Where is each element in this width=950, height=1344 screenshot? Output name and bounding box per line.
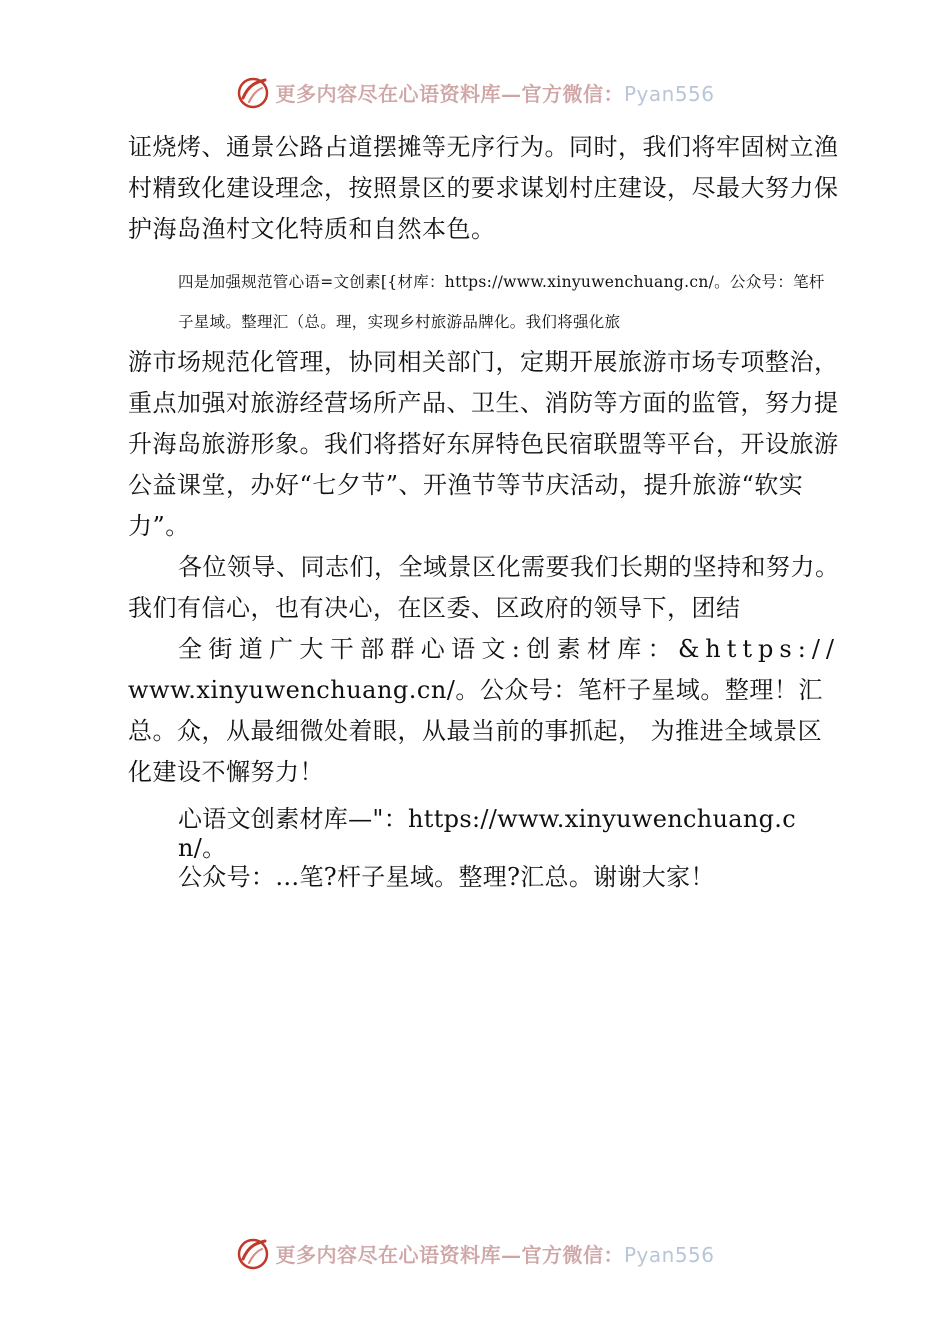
header-watermark-banner (0, 70, 950, 114)
banner-wechat-id: Pyan556 (623, 1242, 715, 1267)
paragraph-3: 游市场规范化管理，协同相关部门，定期开展旅游市场专项整治，重点加强对旅游经营场所产品、卫生、消防等方面的监管，努力提升海岛旅游形象。我们将搭好东屏特色民宿联盟等平台，开设旅游公益课堂，办好“七夕节”、开渔节等节庆活动，提升旅游“软实力”。 (128, 348, 839, 540)
brand-logo-icon (235, 1235, 271, 1271)
paragraph-5: 心语文创素材库—"：https://www.xinyuwenchuang.cn/。 (178, 805, 796, 862)
paragraph-2-small: 四是加强规范管心语=文创素[{材库：https://www.xinyuwenchuang.cn/。公众号：笔杆子星域。整理汇（总。理，实现乡村旅游品牌化。我们将强化旅 (178, 273, 825, 331)
paragraph-4-part-a: 各位领导、同志们，全域景区化需要我们长期的坚持和努力。我们有信心，也有决心，在区委、区政府的领导下，团结 (128, 553, 840, 622)
paragraph-6: 公众号：…笔?杆子星域。整理?汇总。谢谢大家！ (178, 863, 715, 891)
footer-watermark-banner (0, 1231, 950, 1275)
banner-text: 更多内容尽在心语资料库—官方微信：Pyan556 (275, 81, 715, 106)
paragraph-1: 证烧烤、通景公路占道摆摊等无序行为。同时，我们将牢固树立渔村精致化建设理念，按照景区的要求谋划村庄建设，尽最大努力保护海岛渔村文化特质和自然本色。 (128, 133, 839, 243)
paragraph-4-part-b: 全街道广大干部群心语文:创素材库：&https:// (178, 635, 840, 663)
paragraph-4 (128, 547, 840, 793)
banner-wechat-id: Pyan556 (623, 81, 715, 106)
banner-text: 更多内容尽在心语资料库—官方微信：Pyan556 (275, 1242, 715, 1267)
brand-logo-icon (235, 74, 271, 110)
paragraph-4-part-c: www.xinyuwenchuang.cn/。公众号：笔杆子星域。整理！汇总。众，从最细微处着眼，从最当前的事抓起， 为推进全域景区化建设不懈努力！ (128, 676, 823, 786)
document-body (128, 127, 840, 892)
